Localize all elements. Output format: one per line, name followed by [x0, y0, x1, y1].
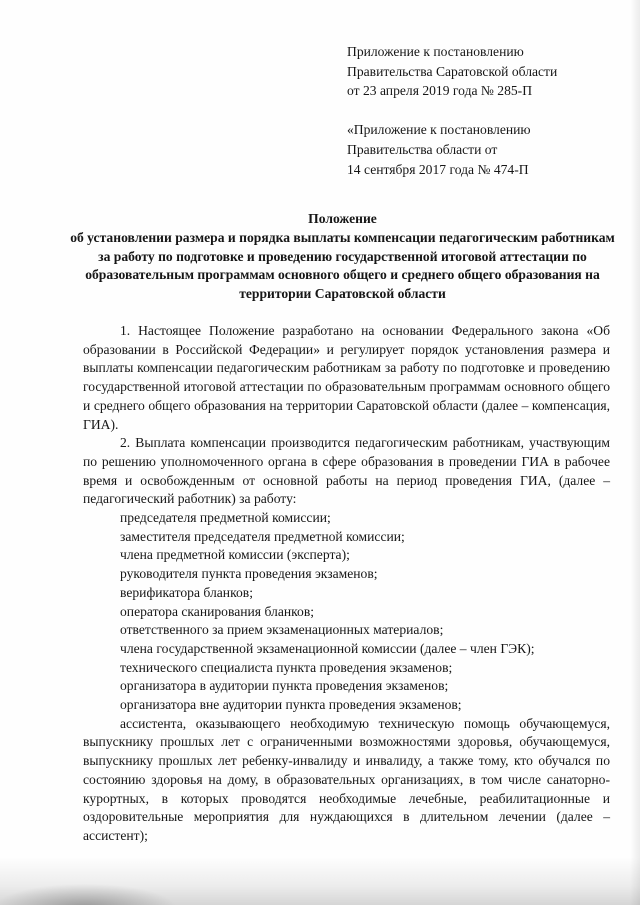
annex-header — [347, 42, 617, 179]
role-item: руководителя пункта проведения экзаменов; — [120, 566, 378, 582]
role-item: председателя предметной комиссии; — [120, 510, 331, 526]
role-item: члена предметной комиссии (эксперта); — [120, 547, 350, 563]
title-subtitle: об установлении размера и порядка выплаты компенсации педагогическим работникам за работу по подготовке и проведению государственной итоговой аттестации по образовательным программам основного общего и среднего общего образования на территории Саратовской области — [70, 229, 615, 302]
role-item: технического специалиста пункта проведения экзаменов; — [120, 659, 453, 675]
role-item: организатора в аудитории пункта проведения экзаменов; — [120, 678, 449, 694]
annex-2019-line-3: от 23 апреля 2019 года № 285-П — [347, 83, 533, 99]
annex-2017-line-2: Правительства области от — [347, 141, 498, 157]
document-body — [83, 322, 610, 846]
scan-edge-shadow — [630, 0, 640, 905]
annex-spacer — [347, 101, 617, 121]
role-item: заместителя председателя предметной комиссии; — [120, 528, 405, 544]
role-item: ответственного за прием экзаменационных материалов; — [120, 622, 444, 638]
annex-2019-line-2: Правительства Саратовской области — [347, 63, 558, 79]
document-title — [70, 210, 615, 304]
role-item: организатора вне аудитории пункта проведения экзаменов; — [120, 697, 462, 713]
role-item: верификатора бланков; — [120, 584, 253, 600]
scan-bottom-shadow — [0, 857, 640, 905]
annex-2017-line-3: 14 сентября 2017 года № 474-П — [347, 161, 529, 177]
annex-2019-line-1: Приложение к постановлению — [347, 44, 524, 59]
paragraph-1: 1. Настоящее Положение разработано на основании Федерального закона «Об образовании в Российской Федерации» и регулирует порядок установления размера и выплаты компенсации педагогическим работникам за работу по подготовке и проведению государственной итоговой аттестации по образовательным программам основного общего и среднего общего образования на территории Саратовской области (далее – компенсация, ГИА). — [83, 323, 610, 432]
title-heading: Положение — [308, 211, 377, 226]
annex-2017-line-1: «Приложение к постановлению — [347, 122, 531, 138]
role-item: члена государственной экзаменационной комиссии (далее – член ГЭК); — [120, 640, 535, 656]
paragraph-2: 2. Выплата компенсации производится педагогическим работникам, участвующим по решению уполномоченного органа в сфере образования в проведении ГИА в рабочее время и освобожденным от основной работы на период проведения ГИА, (далее – педагогический работник) за работу: — [83, 435, 610, 507]
role-item: оператора сканирования бланков; — [120, 603, 315, 619]
paragraph-assistant: ассистента, оказывающего необходимую техническую помощь обучающемуся, выпускнику прошлых лет с ограниченными возможностями здоровья, обучающемуся, выпускнику прошлых лет ребенку-инвалиду и инвалиду, а также тому, кто обучался по состоянию здоровья на дому, в образовательных организациях, в том числе санаторно-курортных, в которых проводятся необходимые лечебные, реабилитационные и оздоровительные мероприятия для нуждающихся в длительном лечении (далее – ассистент); — [83, 715, 610, 843]
